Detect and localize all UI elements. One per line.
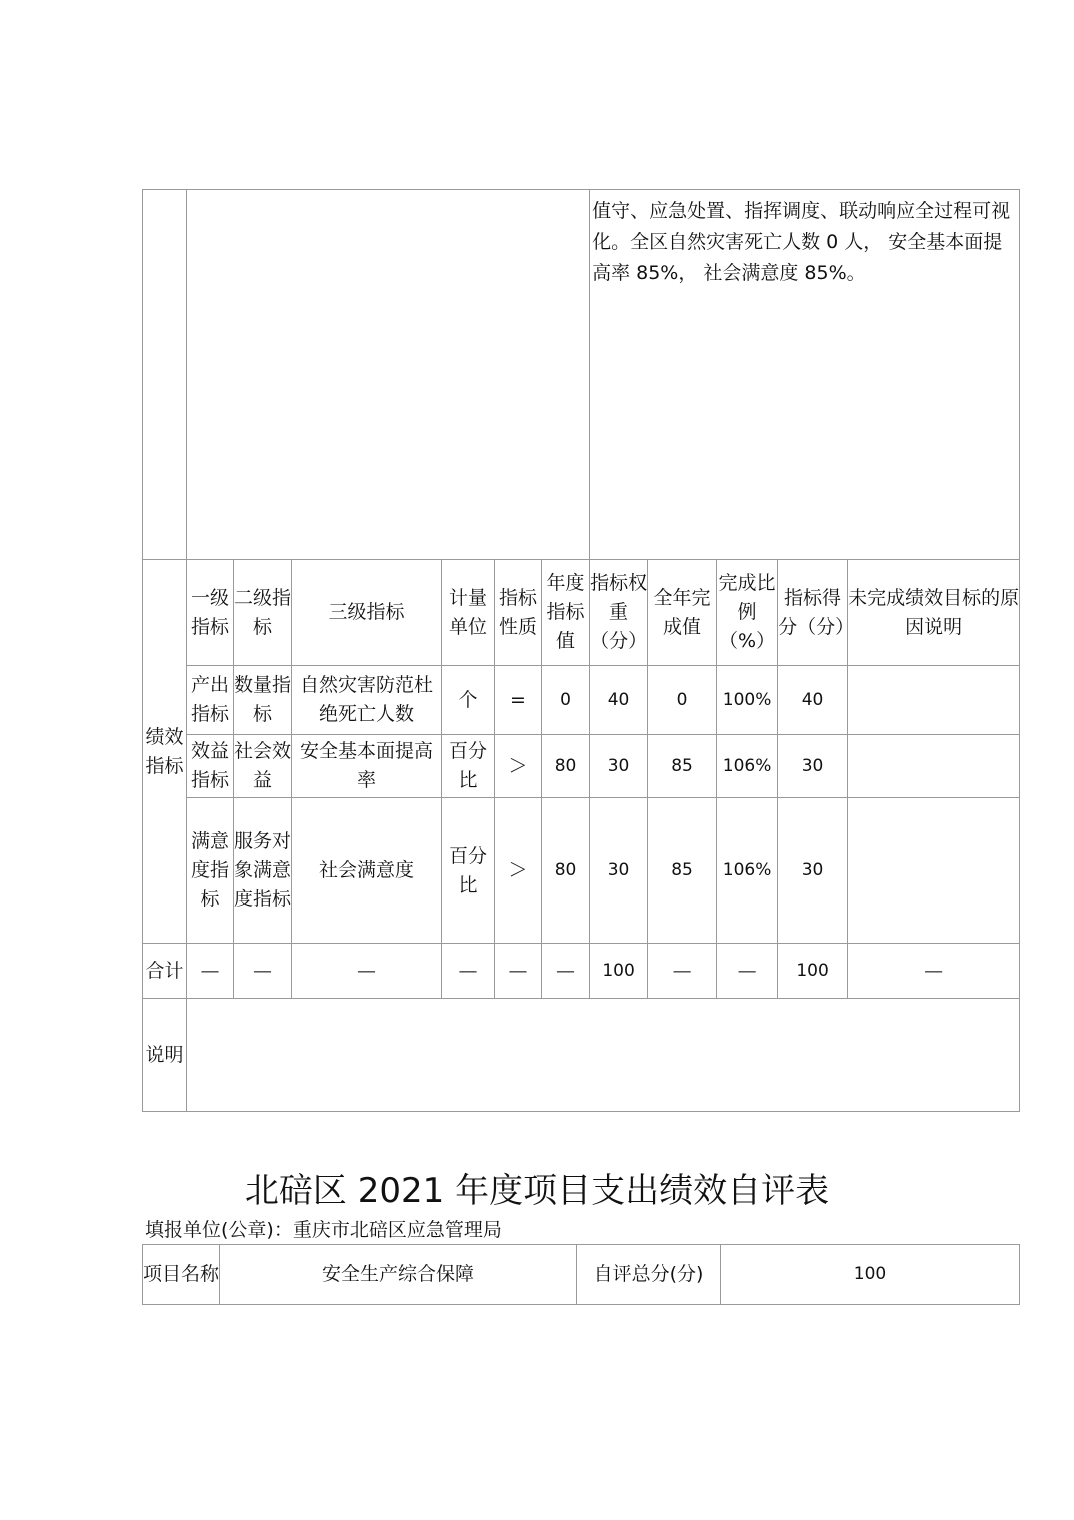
total-label: 合计 <box>143 944 187 999</box>
row-score: 30 <box>778 798 848 944</box>
section-label: 绩效指标 <box>143 560 187 944</box>
row-level1: 产出指标 <box>187 666 234 735</box>
row-level3: 安全基本面提高率 <box>292 735 442 798</box>
row-annual-value: 80 <box>542 735 590 798</box>
blank-cell <box>187 190 590 560</box>
row-completion: 106% <box>717 798 778 944</box>
note-row <box>143 999 1020 1112</box>
header-level3: 三级指标 <box>292 560 442 666</box>
row-level1: 满意度指标 <box>187 798 234 944</box>
row-weight: 30 <box>590 798 648 944</box>
row-level3: 自然灾害防范杜绝死亡人数 <box>292 666 442 735</box>
project-name-label: 项目名称 <box>143 1245 220 1305</box>
row-level1: 效益指标 <box>187 735 234 798</box>
row-actual: 85 <box>648 798 717 944</box>
header-level1: 一级指标 <box>187 560 234 666</box>
self-score-value: 100 <box>721 1245 1020 1305</box>
header-level2: 二级指标 <box>234 560 292 666</box>
row-unit: 百分比 <box>442 735 495 798</box>
row-reason <box>848 735 1020 798</box>
header-unit: 计量单位 <box>442 560 495 666</box>
row-unit: 百分比 <box>442 798 495 944</box>
note-content <box>187 999 1020 1112</box>
row-reason <box>848 798 1020 944</box>
total-dash: — <box>717 944 778 999</box>
header-annual-value: 年度指标值 <box>542 560 590 666</box>
note-label: 说明 <box>143 999 187 1112</box>
row-weight: 40 <box>590 666 648 735</box>
row-weight: 30 <box>590 735 648 798</box>
table-row <box>143 798 1020 944</box>
row-nature: ＞ <box>495 735 542 798</box>
total-row <box>143 944 1020 999</box>
row-completion: 100% <box>717 666 778 735</box>
row-nature: = <box>495 666 542 735</box>
total-dash: — <box>848 944 1020 999</box>
total-dash: — <box>542 944 590 999</box>
row-level2: 数量指标 <box>234 666 292 735</box>
total-dash: — <box>648 944 717 999</box>
row-completion: 106% <box>717 735 778 798</box>
report-unit: 填报单位(公章)：重庆市北碚区应急管理局 <box>145 1219 502 1241</box>
performance-table <box>142 189 1020 1112</box>
row-unit: 个 <box>442 666 495 735</box>
row-actual: 85 <box>648 735 717 798</box>
total-dash: — <box>234 944 292 999</box>
row-nature: ＞ <box>495 798 542 944</box>
row-actual: 0 <box>648 666 717 735</box>
row-annual-value: 80 <box>542 798 590 944</box>
row-level2: 社会效益 <box>234 735 292 798</box>
project-table <box>142 1244 1020 1305</box>
header-weight: 指标权重（分） <box>590 560 648 666</box>
self-score-label: 自评总分(分) <box>577 1245 721 1305</box>
row-score: 30 <box>778 735 848 798</box>
header-completion: 完成比例（%） <box>717 560 778 666</box>
total-dash: — <box>495 944 542 999</box>
table-row <box>143 735 1020 798</box>
header-nature: 指标性质 <box>495 560 542 666</box>
total-weight: 100 <box>590 944 648 999</box>
header-actual: 全年完成值 <box>648 560 717 666</box>
row-score: 40 <box>778 666 848 735</box>
left-blank-cell <box>143 190 187 560</box>
total-score: 100 <box>778 944 848 999</box>
header-reason: 未完成绩效目标的原因说明 <box>848 560 1020 666</box>
goal-text: 值守、应急处置、指挥调度、联动响应全过程可视化。全区自然灾害死亡人数 0 人， 安全基本面提高率 85%， 社会满意度 85%。 <box>590 190 1020 560</box>
total-dash: — <box>187 944 234 999</box>
header-score: 指标得分（分） <box>778 560 848 666</box>
row-level2: 服务对象满意度指标 <box>234 798 292 944</box>
project-name-value: 安全生产综合保障 <box>220 1245 577 1305</box>
row-level3: 社会满意度 <box>292 798 442 944</box>
total-dash: — <box>292 944 442 999</box>
table-row <box>143 666 1020 735</box>
report-title: 北碚区 2021 年度项目支出绩效自评表 <box>244 1171 830 1211</box>
row-annual-value: 0 <box>542 666 590 735</box>
row-reason <box>848 666 1020 735</box>
total-dash: — <box>442 944 495 999</box>
